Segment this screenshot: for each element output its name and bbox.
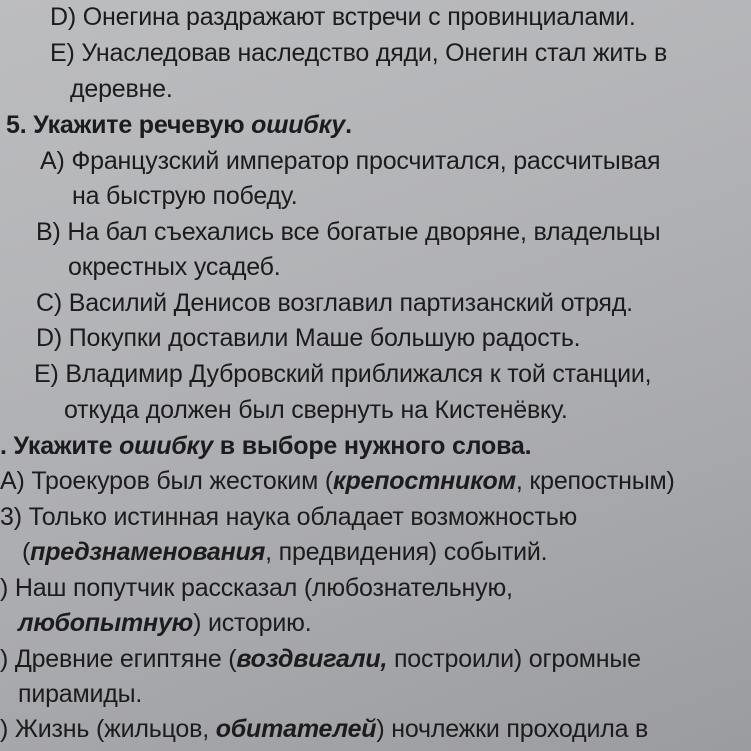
q6-option-e-emphasis: обитателей [215, 715, 377, 743]
q6-option-c-end: ) историю. [193, 609, 312, 637]
q6-option-b-line1: 3) Только истинная наука обладает возможностью [0, 503, 578, 531]
q6-option-b-end: , предвидения) событий. [265, 538, 548, 566]
q6-option-d-line2: пирамиды. [18, 680, 143, 708]
q5-option-b-line2: окрестных усадеб. [68, 253, 281, 281]
q5-option-d: D) Покупки доставили Маше большую радость. [36, 324, 581, 352]
q6-option-e-end: ) ночлежки проходила в [376, 715, 649, 743]
q5-option-b-line1: B) На бал съехались все богатые дворяне, владельцы [36, 218, 661, 246]
q6-option-d-end: построили) огромные [387, 645, 641, 673]
q6-option-a-end: , крепостным) [515, 467, 675, 495]
q6-option-d-emphasis: воздвигали, [236, 645, 388, 673]
q6-option-e-start: ) Жизнь (жильцов, [0, 715, 216, 743]
q4-option-d: D) Онегина раздражают встречи с провинциалами. [50, 3, 636, 31]
q6-option-a-start: A) Троекуров был жестоким ( [0, 467, 333, 495]
q6-option-b-line2 [22, 537, 547, 567]
q6-option-b-open: ( [22, 538, 31, 566]
q6-option-d-start: ) Древние египтяне ( [0, 645, 237, 673]
q5-prompt [6, 110, 352, 140]
q6-prompt [0, 431, 531, 461]
q5-option-e-line2: откуда должен был свернуть на Кистенёвку. [64, 396, 568, 424]
q6-option-a [0, 466, 675, 496]
q5-number: 5. [6, 111, 27, 139]
q6-prompt-end: в выборе нужного слова. [213, 432, 532, 460]
q6-option-b-emphasis: предзнаменования [30, 538, 266, 566]
q6-option-c-line2 [18, 608, 311, 638]
q6-option-a-emphasis: крепостником [332, 467, 516, 495]
q5-option-c: C) Василий Денисов возглавил партизанский отряд. [36, 289, 633, 317]
q5-option-a-line2: на быструю победу. [72, 182, 298, 210]
q6-option-e [0, 714, 648, 744]
q5-option-e-line1: E) Владимир Дубровский приближался к той станции, [34, 360, 652, 388]
q6-option-c-emphasis: любопытную [18, 609, 194, 637]
q5-option-a-line1: A) Французский император просчитался, рассчитывая [40, 147, 661, 175]
q5-prompt-end: . [345, 111, 352, 139]
q4-option-e-line1: E) Унаследовав наследство дяди, Онегин стал жить в [50, 39, 668, 67]
q6-prompt-start: Укажите [6, 432, 120, 460]
q5-prompt-emphasis: ошибку [251, 111, 346, 139]
q4-option-e-line2: деревне. [70, 75, 173, 103]
q6-number: . [0, 432, 7, 460]
q6-prompt-emphasis: ошибку [119, 432, 214, 460]
q5-prompt-start: Укажите речевую [33, 111, 252, 139]
q6-option-d-line1 [0, 644, 641, 674]
q6-option-c-line1: ) Наш попутчик рассказал (любознательную, [0, 574, 513, 602]
